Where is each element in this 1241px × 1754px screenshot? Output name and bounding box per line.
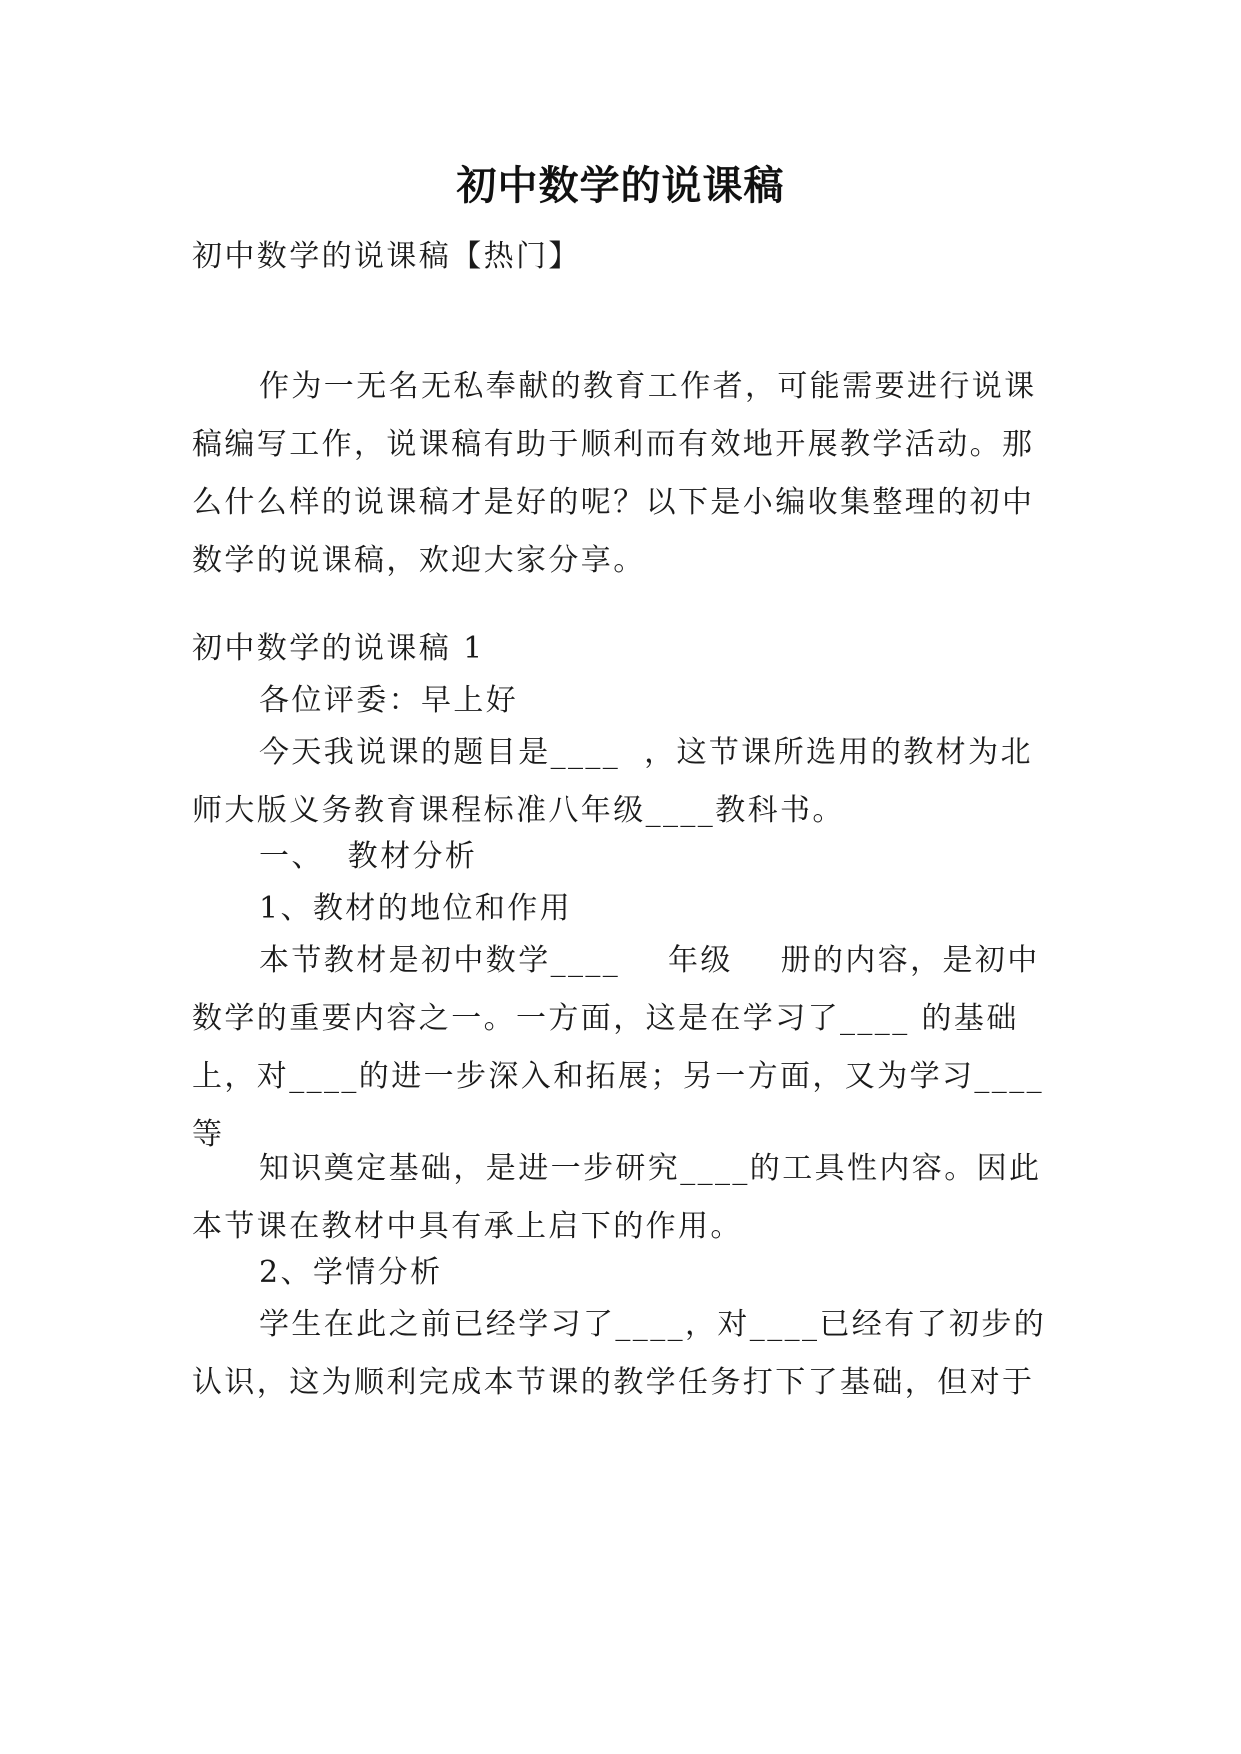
document-subtitle: 初中数学的说课稿【热门】	[192, 239, 581, 274]
part-one-heading: 一、 教材分析	[259, 839, 478, 874]
sub-heading-two: 2、学情分析	[259, 1255, 443, 1290]
paragraph-foundation: 知识奠定基础，是进一步研究____的工具性内容。因此本节课在教材中具有承上启下的作用。	[192, 1151, 1042, 1244]
greeting-line: 各位评委：早上好	[259, 683, 519, 718]
document-title: 初中数学的说课稿	[456, 163, 785, 209]
sub-heading-one: 1、教材的地位和作用	[259, 891, 573, 926]
topic-paragraph: 今天我说课的题目是____ ，这节课所选用的教材为北师大版义务教育课程标准八年级____教科书。	[192, 735, 1033, 828]
paragraph-student-analysis: 学生在此之前已经学习了____，对____已经有了初步的认识，这为顺利完成本节课的教学任务打下了基础，但对于	[192, 1307, 1047, 1400]
section-heading: 初中数学的说课稿 1	[192, 631, 485, 666]
intro-paragraph: 作为一无名无私奉献的教育工作者，可能需要进行说课稿编写工作，说课稿有助于顺利而有效地开展教学活动。那么什么样的说课稿才是好的呢？以下是小编收集整理的初中数学的说课稿，欢迎大家分享。	[192, 369, 1037, 578]
paragraph-material-position: 本节教材是初中数学____ 年级 册的内容，是初中数学的重要内容之一。一方面，这是在学习了____ 的基础上，对____的进一步深入和拓展；另一方面，又为学习____等	[192, 943, 1044, 1152]
